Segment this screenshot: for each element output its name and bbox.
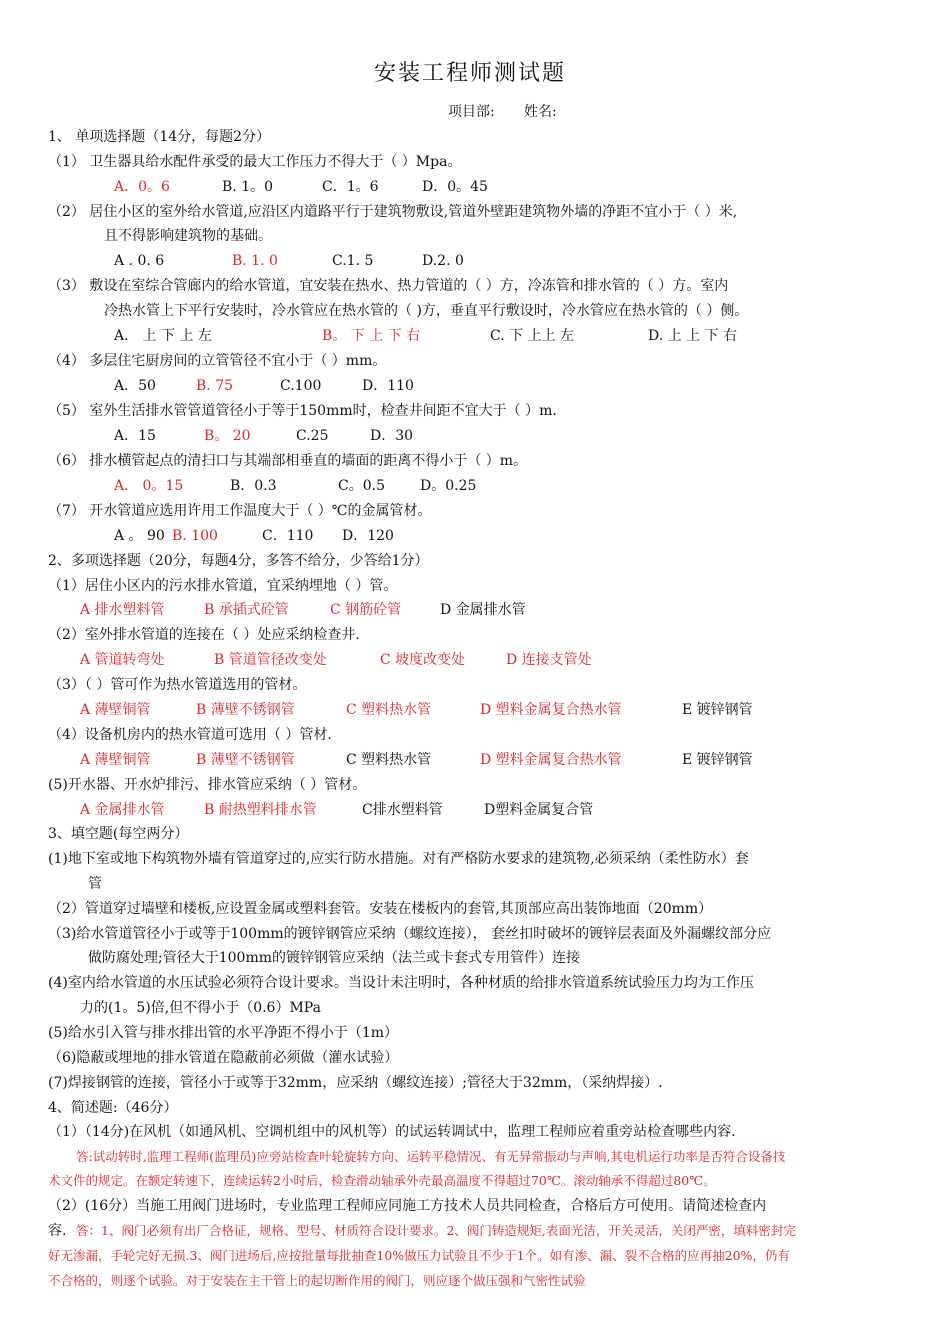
q1-2-option-a: A . 0. 6 bbox=[114, 253, 165, 269]
q1-7-stem: （7） 开水管道应选用许用工作温度大于（ ）℃的金属管材。 bbox=[48, 503, 432, 519]
q1-3-option-b: B。 下 上 下 右 bbox=[322, 328, 421, 344]
page-title: 安装工程师测试题 bbox=[374, 61, 567, 86]
essay-2-answer: 答：1、阀门必须有出厂合格证，规格、型号、材质符合设计要求。2、阀门铸造规矩,表面光洁，开关灵活，关闭严密，填料密封完 bbox=[76, 1223, 796, 1238]
q2-3-option-b: B 薄壁不锈钢管 bbox=[196, 702, 295, 718]
q1-6-option-c: C。0.5 bbox=[338, 478, 385, 494]
q1-1-option-d: D．0。45 bbox=[422, 179, 488, 195]
q1-4-option-a: A．50 bbox=[114, 378, 156, 394]
essay-1-answer-cont: 术文件的规定。在额定转速下，连续运转2小时后，检查滑动轴承外壳最高温度不得超过70℃。滚动轴承不得超过80℃。 bbox=[48, 1173, 716, 1188]
q1-1-option-b: B. 1。0 bbox=[222, 179, 274, 195]
essay-2-question-cont: 容. bbox=[48, 1223, 67, 1239]
q1-3-stem: （3） 敷设在室综合管廊内的给水管道，宜安装在热水、热力管道的（ ）方，冷冻管和排水管的（ ）方。室内 bbox=[48, 278, 729, 294]
q2-4-stem: （4）设备机房内的热水管道可选用（ ）管材. bbox=[48, 727, 332, 743]
q1-7-option-d: D．120 bbox=[342, 528, 394, 544]
section2-heading: 2、多项选择题（20分，每题4分，多答不给分，少答给1分） bbox=[48, 553, 429, 569]
q1-2-option-c: C.1. 5 bbox=[332, 253, 374, 269]
q2-2-option-a: A 管道转弯处 bbox=[80, 652, 165, 668]
q2-1-stem: （1）居住小区内的污水排水管道，宜采纳埋地（ ）管。 bbox=[48, 578, 398, 594]
q1-4-stem: （4） 多层住宅厨房间的立管管径不宜小于（ ）mm。 bbox=[48, 353, 387, 369]
fill-4-cont: 力的(1。5)倍,但不得小于（0.6）MPa bbox=[80, 1000, 321, 1016]
q2-4-option-c: C 塑料热水管 bbox=[346, 752, 432, 768]
q1-6-option-b: B．0.3 bbox=[230, 478, 277, 494]
q2-5-stem: (5)开水器、开水炉排污、排水管应采纳（ ）管材。 bbox=[48, 777, 367, 793]
q1-5-option-d: D．30 bbox=[370, 428, 414, 444]
q2-3-option-a: A 薄壁铜管 bbox=[80, 702, 151, 718]
q1-2-option-d: D.2. 0 bbox=[422, 253, 464, 269]
fill-2: （2）管道穿过墙壁和楼板,应设置金属或塑料套管。安装在楼板内的套管,其顶部应高出装饰地面（20mm） bbox=[48, 901, 713, 917]
q2-3-option-c: C 塑料热水管 bbox=[346, 702, 432, 718]
fill-5: (5)给水引入管与排水排出管的水平净距不得小于（1m） bbox=[48, 1025, 399, 1041]
q2-1-option-a: A 排水塑料管 bbox=[80, 602, 165, 618]
essay-2-question: （2）(16分）当施工用阀门进场时，专业监理工程师应同施工方技术人员共同检查，合格后方可使用。请简述检查内 bbox=[48, 1198, 767, 1214]
fill-3-cont: 做防腐处理;管径大于100mm的镀锌钢管应采纳（法兰或卡套式专用管件）连接 bbox=[88, 950, 580, 966]
q2-1-option-b: B 承插式砼管 bbox=[204, 602, 289, 618]
section3-heading: 3、填空题(每空两分） bbox=[48, 826, 189, 842]
essay-2-answer-cont-2: 不合格的，则逐个试验。对于安装在主干管上的起切断作用的阀门，则应逐个做压强和气密性试验 bbox=[48, 1273, 586, 1288]
q1-4-option-d: D．110 bbox=[362, 378, 414, 394]
fill-7: (7)焊接钢管的连接，管径小于或等于32mm，应采纳（螺纹连接）;管径大于32mm，（采纳焊接）. bbox=[48, 1075, 663, 1091]
q1-2-stem-cont: 且不得影响建筑物的基础。 bbox=[104, 228, 272, 244]
q1-5-option-c: C.25 bbox=[296, 428, 329, 444]
name-label: 姓名: bbox=[524, 104, 557, 120]
q2-1-option-c: C 钢筋砼管 bbox=[330, 602, 402, 618]
fill-1-cont: 管 bbox=[88, 876, 102, 892]
q1-2-option-b: B. 1. 0 bbox=[232, 253, 278, 269]
q1-7-option-b: B. 100 bbox=[172, 528, 218, 544]
q1-3-option-d: D. 上 上 下 右 bbox=[648, 328, 737, 344]
q2-4-option-d: D 塑料金属复合热水管 bbox=[480, 752, 622, 768]
q2-4-option-e: E 镀锌钢管 bbox=[682, 752, 753, 768]
q2-4-option-b: B 薄壁不锈钢管 bbox=[196, 752, 295, 768]
q1-5-stem: （5） 室外生活排水管管道管径小于等于150mm时，检查井间距不宜大于（ ）m. bbox=[48, 403, 557, 419]
q1-4-option-b: B. 75 bbox=[196, 378, 234, 394]
q1-3-stem-cont: 冷热水管上下平行安装时，冷水管应在热水管的（ )方，垂直平行敷设时，冷水管应在热水管的（ ）侧。 bbox=[104, 303, 749, 319]
q1-7-option-a: A 。 90 bbox=[114, 528, 165, 544]
q1-6-option-a: A． 0。15 bbox=[114, 478, 184, 494]
q1-7-option-c: C．110 bbox=[262, 528, 314, 544]
q1-5-option-a: A．15 bbox=[114, 428, 156, 444]
q2-5-option-b: B 耐热塑料排水管 bbox=[204, 802, 317, 818]
essay-1-answer: 答:试动转时,监理工程师(监理员)应旁站检查叶轮旋转方向、运转平稳情况、有无异常振动与声响,其电机运行功率是否符合设备技 bbox=[76, 1149, 786, 1164]
q1-1-option-a: A．0。6 bbox=[114, 179, 170, 195]
q2-3-option-e: E 镀锌钢管 bbox=[682, 702, 753, 718]
q2-4-option-a: A 薄壁铜管 bbox=[80, 752, 151, 768]
essay-1-question: （1）（14分)在风机（如通风机、空调机组中的风机等）的试运转调试中，监理工程师应着重旁站检查哪些内容. bbox=[48, 1124, 736, 1140]
q1-3-option-c: C. 下 上上 左 bbox=[490, 328, 575, 344]
fill-6: （6)隐蔽或埋地的排水管道在隐蔽前必须做（灌水试验） bbox=[48, 1050, 399, 1066]
section1-heading: 1、 单项选择题（14分，每题2分） bbox=[48, 129, 271, 145]
q1-5-option-b: B。 20 bbox=[204, 428, 251, 444]
fill-4: (4)室内给水管道的水压试验必须符合设计要求。当设计未注明时，各种材质的给排水管道系统试验压力均为工作压 bbox=[48, 975, 754, 991]
q2-3-option-d: D 塑料金属复合热水管 bbox=[480, 702, 622, 718]
q1-2-stem: （2） 居住小区的室外给水管道,应沿区内道路平行于建筑物敷设,管道外壁距建筑物外墙的净距不宜小于（ ）米, bbox=[48, 204, 738, 220]
dept-label: 项目部: bbox=[448, 104, 495, 120]
q1-3-option-a: A． 上 下 上 左 bbox=[114, 328, 212, 344]
fill-1: (1)地下室或地下构筑物外墙有管道穿过的,应实行防水措施。对有严格防水要求的建筑物,必须采纳（柔性防水）套 bbox=[48, 851, 749, 867]
q2-2-option-c: C 坡度改变处 bbox=[380, 652, 466, 668]
q2-2-stem: （2）室外排水管道的连接在（ ）处应采纳检查井. bbox=[48, 627, 360, 643]
q2-2-option-d: D 连接支管处 bbox=[506, 652, 592, 668]
q1-6-option-d: D。0.25 bbox=[420, 478, 477, 494]
essay-2-answer-cont-1: 好无渗漏，手轮完好无损.3、阀门进场后,应按批量每批抽查10%做压力试验且不少于1个。如有渗、漏、裂不合格的应再抽20%，仍有 bbox=[48, 1248, 790, 1263]
q2-1-option-d: D 金属排水管 bbox=[440, 602, 526, 618]
q1-1-option-c: C．1。6 bbox=[322, 179, 379, 195]
section4-heading: 4、简述题:（46分） bbox=[48, 1100, 178, 1116]
q2-5-option-d: D塑料金属复合管 bbox=[484, 802, 594, 818]
q2-2-option-b: B 管道管径改变处 bbox=[214, 652, 327, 668]
q1-4-option-c: C.100 bbox=[280, 378, 322, 394]
q2-3-stem: （3）（ ）管可作为热水管道选用的管材。 bbox=[48, 677, 307, 693]
q2-5-option-c: C排水塑料管 bbox=[362, 802, 443, 818]
q1-6-stem: （6） 排水横管起点的清扫口与其端部相垂直的墙面的距离不得小于（ ）m。 bbox=[48, 453, 528, 469]
q1-1-stem: （1） 卫生器具给水配件承受的最大工作压力不得大于（ ）Mpa。 bbox=[48, 154, 462, 170]
q2-5-option-a: A 金属排水管 bbox=[80, 802, 165, 818]
fill-3: （3)给水管道管径小于或等于100mm的镀锌钢管应采纳（螺纹连接）， 套丝扣时破坏的镀锌层表面及外漏螺纹部分应 bbox=[48, 926, 772, 942]
